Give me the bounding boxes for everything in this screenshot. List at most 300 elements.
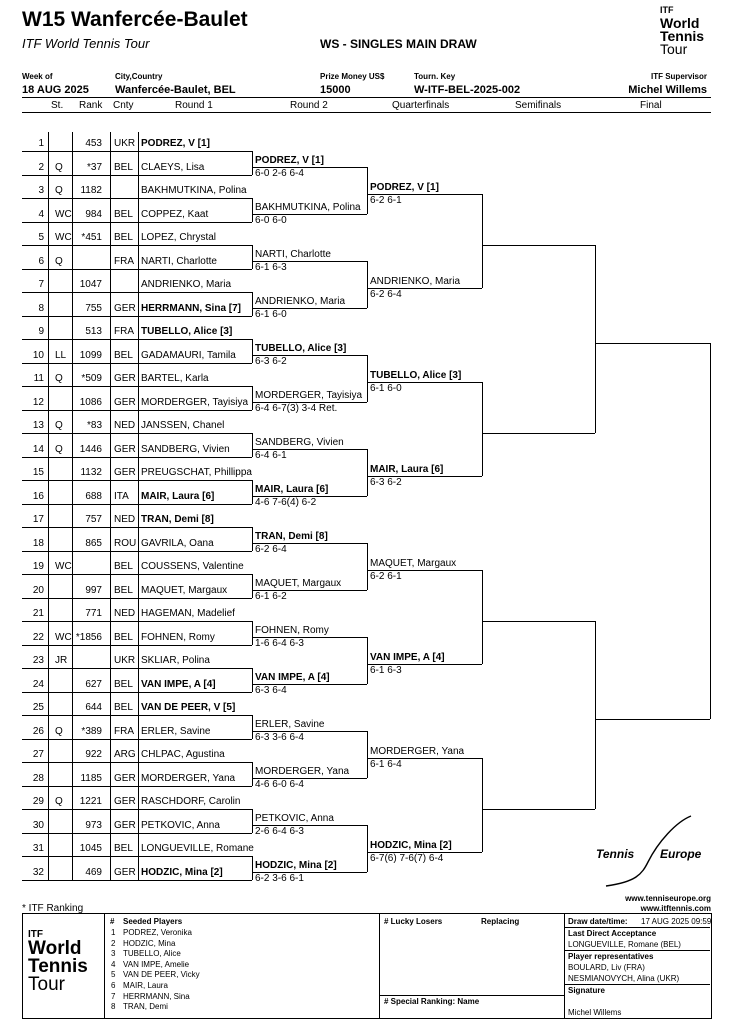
player-name: LOPEZ, Chrystal xyxy=(141,232,217,243)
final-line xyxy=(595,343,710,344)
tennis-europe-logo xyxy=(596,812,714,890)
col-st: St. xyxy=(51,100,64,111)
player-name: PODREZ, V [1] xyxy=(141,138,210,149)
player-name: ANDRIENKO, Maria xyxy=(141,279,232,290)
draw-position: 4 xyxy=(38,208,44,220)
r2-bracket xyxy=(367,167,368,214)
rep-2: NESMIANOVYCH, Alina (UKR) xyxy=(568,974,680,983)
seeded-player-name: PODREZ, Veronika xyxy=(123,928,192,937)
row-line xyxy=(22,527,252,528)
player-country: GER xyxy=(114,396,136,408)
tournament-title: W15 Wanfercée-Baulet xyxy=(22,8,248,31)
round2-score: 6-3 3-6 6-4 xyxy=(255,731,304,743)
player-country: NED xyxy=(114,420,136,431)
round2-score: 6-1 6-2 xyxy=(255,590,287,602)
qf-score: 6-1 6-4 xyxy=(370,759,402,771)
seeded-player-name: MAIR, Laura xyxy=(123,981,168,990)
entry-status: Q xyxy=(55,443,63,455)
draw-position: 5 xyxy=(38,232,44,243)
draw-position: 6 xyxy=(38,255,44,267)
player-country: BEL xyxy=(114,584,133,596)
signature-label: Signature xyxy=(568,986,605,995)
row-line xyxy=(22,856,252,857)
player-name: CHLPAC, Agustina xyxy=(141,749,225,760)
special-ranking-header: # Special Ranking: Name xyxy=(384,997,480,1006)
final-bracket xyxy=(710,343,711,719)
draw-date-value: 17 AUG 2025 09:59 xyxy=(641,917,712,926)
footer-right-div-3 xyxy=(564,984,710,985)
draw-position: 22 xyxy=(32,631,44,643)
player-country: GER xyxy=(114,866,136,878)
seed-number: 5 xyxy=(111,970,116,980)
qf-score: 6-1 6-0 xyxy=(370,383,402,395)
r1-bracket xyxy=(252,809,253,833)
qf-winner: ANDRIENKO, Maria xyxy=(370,276,461,288)
player-rank: 644 xyxy=(85,702,102,713)
player-rank: *83 xyxy=(86,420,102,431)
player-country: GER xyxy=(114,796,136,807)
r2-bracket xyxy=(367,637,368,684)
qf-score: 6-7(6) 7-6(7) 6-4 xyxy=(370,853,444,865)
qf-bracket xyxy=(482,194,483,288)
round2-score: 1-6 6-4 6-3 xyxy=(255,637,304,649)
sf-bracket xyxy=(595,621,596,809)
logo-line-world: World xyxy=(660,15,700,31)
qf-bracket xyxy=(482,570,483,664)
qf-score: 6-2 6-1 xyxy=(370,571,402,583)
entry-status: WC xyxy=(55,208,72,220)
r1-bracket xyxy=(252,198,253,222)
seed-number: 1 xyxy=(111,928,116,937)
qf-score: 6-2 6-1 xyxy=(370,195,402,207)
row-line xyxy=(22,786,252,787)
draw-position: 7 xyxy=(38,279,44,290)
entry-status: Q xyxy=(55,185,63,196)
lda-label: Last Direct Acceptance xyxy=(568,929,657,938)
player-name: BAKHMUTKINA, Polina xyxy=(141,185,247,196)
player-country: UKR xyxy=(114,655,136,666)
r1-bracket xyxy=(252,621,253,645)
draw-position: 21 xyxy=(32,608,44,619)
player-country: FRA xyxy=(114,725,134,737)
week-label: Week of xyxy=(22,72,53,81)
seed-number: 7 xyxy=(111,991,116,1001)
round2-score: 6-1 6-0 xyxy=(255,308,287,320)
logo-bottom-tour: Tour xyxy=(28,974,65,995)
round2-score: 6-2 6-4 xyxy=(255,543,287,555)
r1-bracket xyxy=(252,715,253,739)
row-line xyxy=(22,339,252,340)
player-name: COUSSENS, Valentine xyxy=(141,561,244,572)
entry-status: WC xyxy=(55,561,72,572)
round2-winner: PODREZ, V [1] xyxy=(255,154,324,166)
draw-position: 26 xyxy=(32,725,44,737)
entry-status: Q xyxy=(55,725,63,737)
row-line xyxy=(22,739,252,740)
round2-winner: HODZIC, Mina [2] xyxy=(255,859,337,871)
col-round2: Round 2 xyxy=(290,100,328,111)
round2-winner: PETKOVIC, Anna xyxy=(255,812,334,824)
player-country: GER xyxy=(114,467,136,478)
round2-score: 6-3 6-2 xyxy=(255,355,287,367)
r1-bracket xyxy=(252,151,253,175)
round2-score: 6-4 6-1 xyxy=(255,449,287,461)
row-line xyxy=(22,551,252,552)
final-line xyxy=(595,719,710,720)
player-name: TUBELLO, Alice [3] xyxy=(141,326,233,337)
player-rank: 1047 xyxy=(79,279,102,290)
seed-number: 2 xyxy=(111,938,116,948)
entry-status: Q xyxy=(55,420,63,431)
logo-line-itf: ITF xyxy=(660,5,674,15)
round2-score: 6-0 2-6 6-4 xyxy=(255,167,304,179)
draw-position: 15 xyxy=(32,467,44,478)
col-round1: Round 1 xyxy=(175,100,213,111)
round2-winner: MORDERGER, Yana xyxy=(255,765,350,777)
player-name: HODZIC, Mina [2] xyxy=(141,866,223,878)
player-rank: 469 xyxy=(85,866,102,878)
r1-bracket xyxy=(252,527,253,551)
sf-line xyxy=(482,621,595,622)
lucky-losers-header: # Lucky Losers xyxy=(384,917,443,926)
round2-score: 4-6 6-0 6-4 xyxy=(255,778,304,790)
row-line xyxy=(22,316,252,317)
row-line xyxy=(22,833,252,834)
row-line xyxy=(22,410,252,411)
draw-position: 27 xyxy=(32,749,44,760)
rep-1: BOULARD, Liv (FRA) xyxy=(568,963,645,972)
round2-score: 6-4 6-7(3) 3-4 Ret. xyxy=(255,402,338,414)
footer-col-divider-1 xyxy=(104,913,105,1018)
player-country: GER xyxy=(114,819,136,831)
player-rank: 1446 xyxy=(79,443,102,455)
round2-winner: TUBELLO, Alice [3] xyxy=(255,342,347,354)
col-final: Final xyxy=(640,100,662,111)
sf-line xyxy=(482,433,595,434)
logo-line-tour: Tour xyxy=(660,41,688,57)
draw-position: 25 xyxy=(32,702,44,713)
draw-position: 10 xyxy=(32,349,44,361)
r1-bracket xyxy=(252,574,253,598)
footer-right-div-2 xyxy=(564,950,710,951)
row-line xyxy=(22,809,252,810)
draw-position: 16 xyxy=(32,490,44,502)
qf-winner: HODZIC, Mina [2] xyxy=(370,840,452,852)
player-country: BEL xyxy=(114,702,133,713)
player-name: CLAEYS, Lisa xyxy=(141,161,205,173)
player-country: BEL xyxy=(114,349,133,361)
qf-bracket xyxy=(482,758,483,852)
reps-label: Player representatives xyxy=(568,952,654,961)
seeded-player-name: HERRMANN, Sina xyxy=(123,991,190,1001)
player-rank: 1185 xyxy=(80,772,102,784)
row-line xyxy=(22,715,252,716)
player-rank: 627 xyxy=(85,678,102,690)
player-name: FOHNEN, Romy xyxy=(141,631,215,643)
round2-winner: MAQUET, Margaux xyxy=(255,577,342,589)
qf-winner: MAIR, Laura [6] xyxy=(370,464,444,476)
r2-bracket xyxy=(367,261,368,308)
seeded-header-hash: # xyxy=(110,917,115,926)
draw-position: 19 xyxy=(32,561,44,572)
draw-position: 31 xyxy=(32,843,44,854)
row-line xyxy=(22,621,252,622)
round2-winner: FOHNEN, Romy xyxy=(255,624,329,636)
sf-line xyxy=(482,809,595,810)
player-name: TRAN, Demi [8] xyxy=(141,514,214,525)
te-logo-right: Europe xyxy=(660,847,702,861)
draw-position: 3 xyxy=(38,185,44,196)
player-country: UKR xyxy=(114,138,136,149)
round2-winner: ERLER, Savine xyxy=(255,718,325,730)
round2-winner: MORDERGER, Tayisiya xyxy=(255,389,363,401)
row-line xyxy=(22,574,252,575)
round2-score: 6-1 6-3 xyxy=(255,261,287,273)
player-name: JANSSEN, Chanel xyxy=(141,420,225,431)
supervisor-value: Michel Willems xyxy=(628,84,707,96)
draw-position: 24 xyxy=(32,678,44,690)
column-separator xyxy=(72,132,73,880)
qf-score: 6-2 6-4 xyxy=(370,289,402,301)
draw-position: 28 xyxy=(32,772,44,784)
row-line xyxy=(22,457,252,458)
lda-value: LONGUEVILLE, Romane (BEL) xyxy=(568,940,681,949)
draw-position: 1 xyxy=(38,138,44,149)
player-name: MAIR, Laura [6] xyxy=(141,490,215,502)
player-country: BEL xyxy=(114,631,133,643)
round2-winner: TRAN, Demi [8] xyxy=(255,530,328,542)
round2-winner: BAKHMUTKINA, Polina xyxy=(255,201,361,213)
seed-number: 6 xyxy=(111,981,116,990)
entry-status: Q xyxy=(55,373,63,384)
draw-position: 9 xyxy=(38,326,44,337)
replacing-header: Replacing xyxy=(481,917,520,926)
player-country: BEL xyxy=(114,561,133,572)
itf-world-tennis-tour-logo xyxy=(660,4,707,56)
seeded-player-name: TRAN, Demi xyxy=(123,1002,168,1012)
player-name: NARTI, Charlotte xyxy=(141,255,217,267)
key-value: W-ITF-BEL-2025-002 xyxy=(414,84,521,96)
round2-score: 4-6 7-6(4) 6-2 xyxy=(255,496,317,508)
player-country: ROU xyxy=(114,537,137,549)
week-value: 18 AUG 2025 xyxy=(22,84,89,96)
sf-line xyxy=(482,245,595,246)
r1-bracket xyxy=(252,292,253,316)
player-rank: 755 xyxy=(85,302,102,314)
entry-status: LL xyxy=(55,349,67,361)
player-country: BEL xyxy=(114,208,133,220)
player-country: FRA xyxy=(114,255,134,267)
player-name: HAGEMAN, Madelief xyxy=(141,608,235,619)
column-separator xyxy=(138,132,139,880)
draw-position: 8 xyxy=(38,302,44,314)
seeded-player-name: HODZIC, Mina xyxy=(123,938,176,948)
draw-position: 2 xyxy=(38,161,44,173)
player-name: GADAMAURI, Tamila xyxy=(141,349,236,361)
qf-score: 6-3 6-2 xyxy=(370,477,402,489)
draw-date-label: Draw date/time: xyxy=(568,917,628,926)
player-country: GER xyxy=(114,443,136,455)
player-name: HERRMANN, Sina [7] xyxy=(141,302,242,314)
qf-winner: TUBELLO, Alice [3] xyxy=(370,370,462,382)
player-rank: *509 xyxy=(81,373,102,384)
col-quarterfinals: Quarterfinals xyxy=(392,100,450,111)
seeded-player-name: VAN DE PEER, Vicky xyxy=(123,970,200,980)
player-country: GER xyxy=(114,373,136,384)
row-line xyxy=(22,386,252,387)
r1-bracket xyxy=(252,668,253,692)
row-line xyxy=(22,292,252,293)
column-separator xyxy=(110,132,111,880)
round2-winner: ANDRIENKO, Maria xyxy=(255,295,346,307)
player-country: BEL xyxy=(114,232,133,243)
round2-winner: MAIR, Laura [6] xyxy=(255,483,329,495)
player-rank: 973 xyxy=(85,819,102,831)
round2-score: 6-2 3-6 6-1 xyxy=(255,872,304,884)
player-rank: *389 xyxy=(81,725,102,737)
player-name: GAVRILA, Oana xyxy=(141,537,214,549)
player-name: MAQUET, Margaux xyxy=(141,584,228,596)
row-line xyxy=(22,598,252,599)
draw-position: 20 xyxy=(32,584,44,596)
round2-winner: NARTI, Charlotte xyxy=(255,248,331,260)
draw-position: 29 xyxy=(32,796,44,807)
qf-winner: MAQUET, Margaux xyxy=(370,558,457,570)
row-line xyxy=(22,504,252,505)
player-rank: 453 xyxy=(85,138,102,149)
round2-winner: SANDBERG, Vivien xyxy=(255,436,344,448)
logo-bottom-itf: ITF xyxy=(28,929,43,940)
player-rank: 771 xyxy=(85,608,102,619)
seed-number: 3 xyxy=(111,949,116,959)
player-country: ARG xyxy=(114,749,136,760)
r2-bracket xyxy=(367,731,368,778)
player-name: BARTEL, Karla xyxy=(141,373,209,384)
prize-value: 15000 xyxy=(320,84,351,96)
column-separator xyxy=(48,132,49,880)
player-rank: 922 xyxy=(85,749,102,760)
player-rank: *451 xyxy=(81,232,102,243)
special-ranking-divider xyxy=(379,995,565,996)
draw-name: WS - SINGLES MAIN DRAW xyxy=(320,37,477,51)
supervisor-label: ITF Supervisor xyxy=(650,72,707,81)
sf-bracket xyxy=(595,245,596,433)
r1-bracket xyxy=(252,856,253,880)
qf-winner: PODREZ, V [1] xyxy=(370,182,439,194)
player-name: SKLIAR, Polina xyxy=(141,655,210,666)
player-name: PETKOVIC, Anna xyxy=(141,819,220,831)
row-line xyxy=(22,363,252,364)
player-name: COPPEZ, Kaat xyxy=(141,208,209,220)
player-country: BEL xyxy=(114,843,133,854)
r2-bracket xyxy=(367,355,368,402)
player-country: FRA xyxy=(114,326,134,337)
col-semifinals: Semifinals xyxy=(515,100,562,111)
draw-position: 23 xyxy=(32,655,44,666)
row-line xyxy=(22,668,252,669)
prize-label: Prize Money US$ xyxy=(320,72,385,81)
footer-right-div-1 xyxy=(564,927,710,928)
player-rank: 1045 xyxy=(79,843,102,854)
player-rank: *37 xyxy=(86,161,102,173)
row-line xyxy=(22,151,252,152)
logo-line-tennis: Tennis xyxy=(660,28,705,44)
seed-number: 4 xyxy=(111,959,116,969)
r1-bracket xyxy=(252,339,253,363)
player-rank: 757 xyxy=(85,514,102,525)
tour-subtitle: ITF World Tennis Tour xyxy=(22,36,150,51)
player-name: ERLER, Savine xyxy=(141,725,211,737)
r1-bracket xyxy=(252,480,253,504)
r2-bracket xyxy=(367,825,368,872)
columns-divider xyxy=(22,112,711,113)
player-name: SANDBERG, Vivien xyxy=(141,443,230,455)
player-rank: 997 xyxy=(85,584,102,596)
player-rank: 1086 xyxy=(79,396,102,408)
player-rank: 513 xyxy=(85,326,102,337)
row-line xyxy=(22,645,252,646)
player-rank: 984 xyxy=(85,208,102,220)
row-line xyxy=(22,692,252,693)
r1-bracket xyxy=(252,245,253,269)
itftennis-url[interactable]: www.itftennis.com xyxy=(640,904,711,913)
draw-position: 17 xyxy=(32,514,44,525)
ranking-note: * ITF Ranking xyxy=(22,903,84,914)
city-label: City,Country xyxy=(115,72,163,81)
qf-score: 6-1 6-3 xyxy=(370,665,402,677)
player-rank: 1182 xyxy=(80,185,102,196)
qf-bracket xyxy=(482,382,483,476)
row-line xyxy=(22,480,252,481)
r2-bracket xyxy=(367,543,368,590)
seeded-player-name: TUBELLO, Alice xyxy=(123,949,181,959)
tenniseurope-url[interactable]: www.tenniseurope.org xyxy=(625,894,711,903)
r1-bracket xyxy=(252,762,253,786)
key-label: Tourn. Key xyxy=(414,72,456,81)
entry-status: Q xyxy=(55,255,63,267)
player-rank: 688 xyxy=(85,490,102,502)
row-line xyxy=(22,433,252,434)
player-name: VAN IMPE, A [4] xyxy=(141,678,216,690)
city-value: Wanfercée-Baulet, BEL xyxy=(115,84,236,96)
row-line xyxy=(22,222,252,223)
r2-bracket xyxy=(367,449,368,496)
draw-position: 14 xyxy=(32,443,44,455)
row-line xyxy=(22,245,252,246)
row-line xyxy=(22,880,252,881)
col-rank: Rank xyxy=(79,100,103,111)
col-cnty: Cnty xyxy=(113,100,134,111)
row-line xyxy=(22,762,252,763)
player-rank: 1221 xyxy=(79,796,102,807)
entry-status: JR xyxy=(55,655,68,666)
row-line xyxy=(22,198,252,199)
qf-winner: VAN IMPE, A [4] xyxy=(370,652,445,664)
player-name: MORDERGER, Tayisiya xyxy=(141,396,249,408)
player-rank: 1132 xyxy=(80,467,102,478)
player-rank: 1099 xyxy=(79,349,102,361)
logo-bottom-world: World xyxy=(28,938,82,959)
seeded-header: Seeded Players xyxy=(123,917,183,926)
player-country: GER xyxy=(114,772,136,784)
player-rank: 865 xyxy=(85,537,102,549)
draw-position: 12 xyxy=(32,396,44,408)
player-name: PREUGSCHAT, Phillippa xyxy=(141,467,252,478)
entry-status: WC xyxy=(55,232,72,243)
r1-bracket xyxy=(252,386,253,410)
player-name: MORDERGER, Yana xyxy=(141,772,236,784)
round2-score: 6-3 6-4 xyxy=(255,684,287,696)
